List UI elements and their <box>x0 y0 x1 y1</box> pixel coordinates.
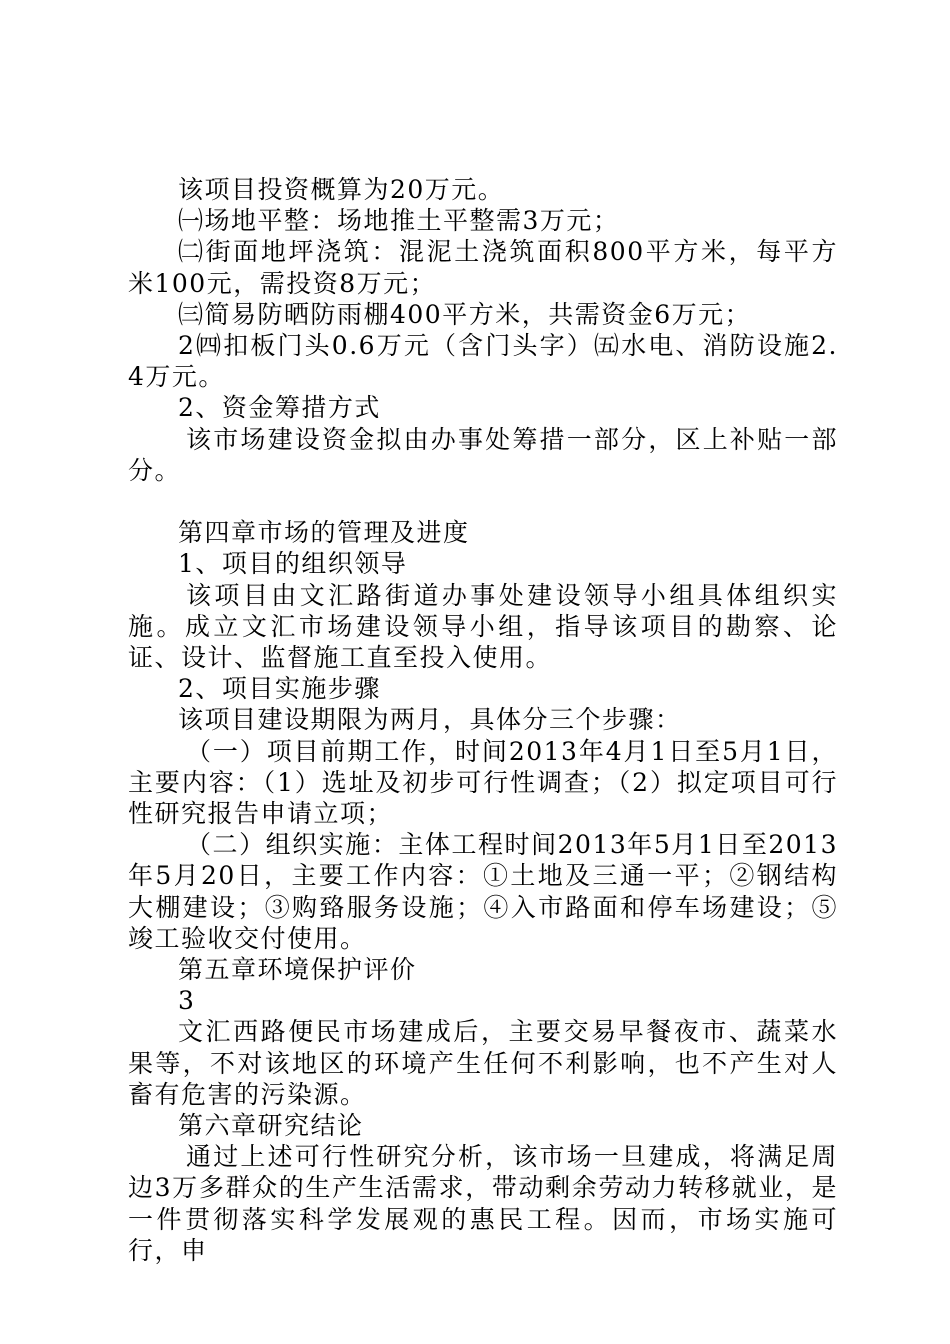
paragraph-investment-total: 该项目投资概算为20万元。 <box>178 175 505 204</box>
paragraph-environment: 文汇西路便民市场建成后，主要交易早餐夜市、蔬菜水果等，不对该地区的环境产生任何不利影响，也不产生对人畜有危害的污染源。 <box>128 1017 838 1109</box>
heading-implementation-steps: 2、项目实施步骤 <box>178 674 381 704</box>
paragraph-organization: 该项目由文汇路街道办事处建设领导小组具体组织实施。成立文汇市场建设领导小组，指导该项目的勘察、论证、设计、监督施工直至投入使用。 <box>128 580 838 673</box>
paragraph-floor-pouring: ㈡街面地坪浇筑：混泥土浇筑面积800平方米，每平方米100元，需投资8万元； <box>128 237 838 298</box>
document-body <box>128 174 838 1266</box>
heading-funding-method: 2、资金筹措方式 <box>178 393 381 423</box>
heading-organization: 1、项目的组织领导 <box>178 549 408 579</box>
paragraph-site-leveling: ㈠场地平整：场地推土平整需3万元； <box>178 206 620 236</box>
paragraph-step-one: （一）项目前期工作，时间2013年4月1日至5月1日，主要内容：（1）选址及初步可行性调查；（2）拟定项目可行性研究报告申请立项； <box>128 736 838 829</box>
page-number: 3 <box>178 986 196 1016</box>
paragraph-conclusion: 通过上述可行性研究分析，该市场一旦建成，将满足周边3万多群众的生产生活需求，带动剩余劳动力转移就业，是一件贯彻落实科学发展观的惠民工程。因而，市场实施可行，申 <box>128 1142 838 1265</box>
chapter-title-environment: 第五章环境保护评价 <box>178 955 417 985</box>
chapter-title-conclusion: 第六章研究结论 <box>178 1111 364 1141</box>
paragraph-step-two: （二）组织实施：主体工程时间2013年5月1日至2013年5月20日，主要工作内容：①土地及三通一平；②钢结构大棚建设；③购臵服务设施；④入市路面和停车场建设；⑤竣工验收交付使用。 <box>128 830 838 953</box>
paragraph-funding: 该市场建设资金拟由办事处筹措一部分，区上补贴一部分。 <box>128 424 838 485</box>
paragraph-construction-period: 该项目建设期限为两月，具体分三个步骤： <box>178 705 682 735</box>
paragraph-door-and-utilities: 2㈣扣板门头0.6万元（含门头字）㈤水电、消防设施2.4万元。 <box>128 331 838 392</box>
chapter-title-management: 第四章市场的管理及进度 <box>178 518 470 548</box>
paragraph-canopy: ㈢简易防晒防雨棚400平方米，共需资金6万元； <box>178 299 752 329</box>
blank-line <box>128 486 838 517</box>
